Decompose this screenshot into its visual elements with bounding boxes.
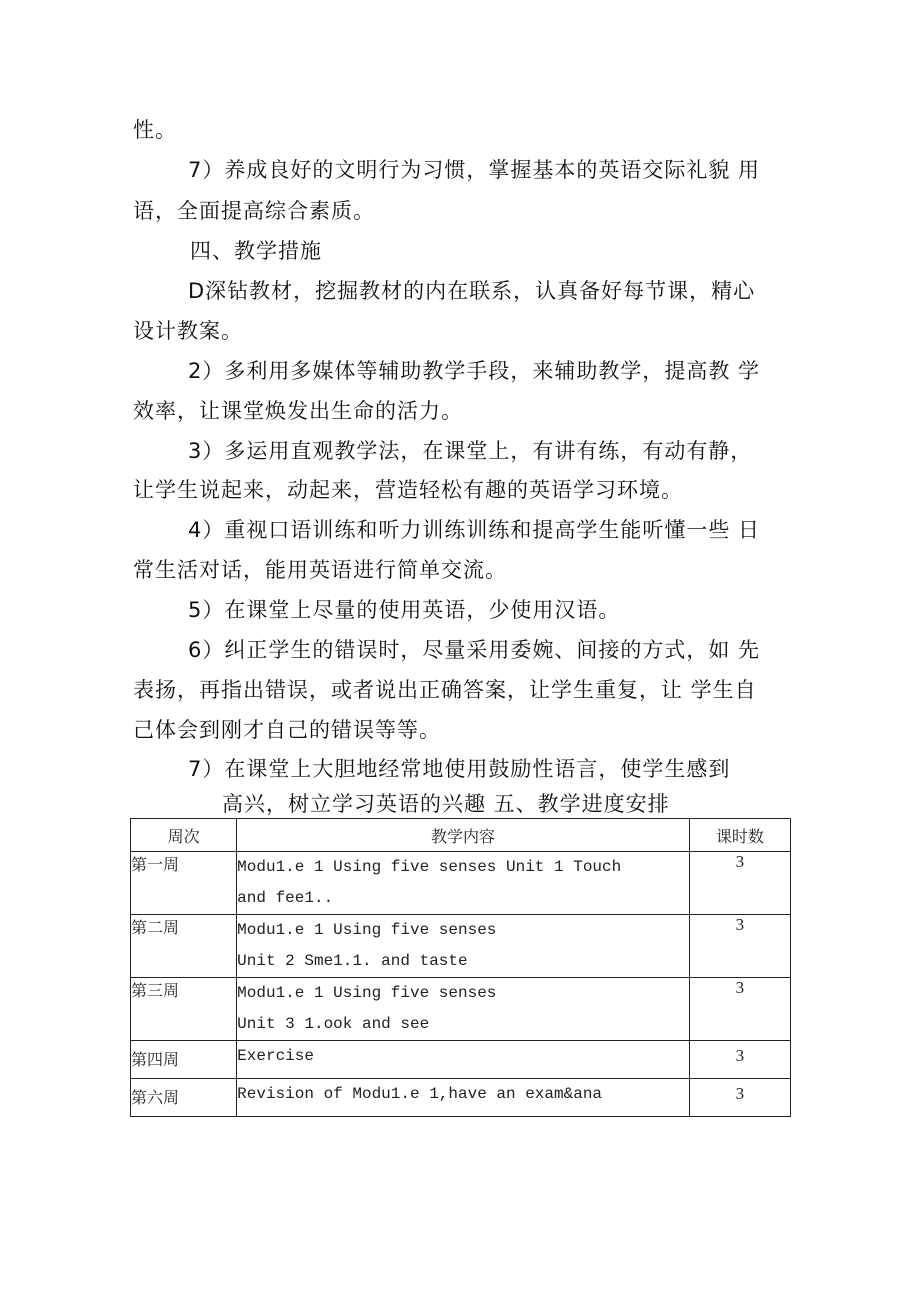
week-cell: 第三周: [131, 978, 237, 1041]
hours-cell: 3: [689, 915, 790, 978]
paragraph-line: 高兴，树立学习英语的兴趣 五、教学进度安排: [222, 792, 670, 816]
content-line: Exercise: [237, 1047, 314, 1065]
content-line: Unit 3 1.ook and see: [237, 1015, 430, 1033]
hours-cell: 3: [689, 978, 790, 1041]
week-cell: 第六周: [131, 1079, 237, 1117]
paragraph-line: 效率，让课堂焕发出生命的活力。: [133, 399, 463, 423]
content-cell: [237, 978, 690, 1041]
table-row: [131, 915, 791, 978]
week-cell: 第四周: [131, 1041, 237, 1079]
table-row: [131, 978, 791, 1041]
content-line: Unit 2 Sme1.1. and taste: [237, 952, 468, 970]
schedule-table: [130, 818, 791, 1117]
content-line: Modu1.e 1 Using five senses: [237, 984, 497, 1002]
content-line: and fee1..: [237, 889, 334, 907]
header-content: 教学内容: [237, 819, 690, 852]
paragraph-line: 常生活对话，能用英语进行简单交流。: [133, 558, 507, 582]
content-cell: [237, 915, 690, 978]
paragraph-line: D深钻教材，挖掘教材的内在联系，认真备好每节课，精心: [188, 279, 756, 303]
table-row: [131, 852, 791, 915]
week-cell: 第一周: [131, 852, 237, 915]
paragraph-line: 5）在课堂上尽量的使用英语，少使用汉语。: [188, 598, 621, 622]
paragraph-line: 让学生说起来，动起来，营造轻松有趣的英语学习环境。: [133, 478, 683, 502]
paragraph-line: 7）养成良好的文明行为习惯，掌握基本的英语交际礼貌 用: [188, 158, 761, 182]
table-row: [131, 1041, 791, 1079]
paragraph-line: 己体会到刚才自己的错误等等。: [133, 718, 441, 742]
paragraph-line: 表扬，再指出错误，或者说出正确答案，让学生重复，让 学生自: [133, 678, 757, 702]
paragraph-line: 语，全面提高综合素质。: [133, 199, 375, 223]
content-cell: [237, 1041, 690, 1079]
hours-cell: 3: [689, 852, 790, 915]
paragraph-line: 7）在课堂上大胆地经常地使用鼓励性语言，使学生感到: [188, 757, 731, 781]
content-line: Modu1.e 1 Using five senses: [237, 921, 497, 939]
hours-cell: 3: [689, 1079, 790, 1117]
header-week: 周次: [131, 819, 237, 852]
header-hours: 课时数: [689, 819, 790, 852]
table-header-row: [131, 819, 791, 852]
paragraph-line: 3）多运用直观教学法，在课堂上，有讲有练，有动有静，: [188, 439, 753, 463]
week-cell: 第二周: [131, 915, 237, 978]
hours-cell: 3: [689, 1041, 790, 1079]
paragraph-line: 设计教案。: [133, 319, 243, 343]
content-cell: [237, 1079, 690, 1117]
table-row: [131, 1079, 791, 1117]
content-line: Modu1.e 1 Using five senses Unit 1 Touch: [237, 858, 622, 876]
content-cell: [237, 852, 690, 915]
paragraph-line: 4）重视口语训练和听力训练训练和提高学生能听懂一些 日: [188, 518, 761, 542]
content-line: Revision of Modu1.e 1,have an exam&ana: [237, 1085, 603, 1103]
paragraph-line: 性。: [133, 118, 177, 142]
paragraph-line: 2）多利用多媒体等辅助教学手段，来辅助教学，提高教 学: [188, 359, 761, 383]
section-heading: 四、教学措施: [190, 239, 322, 263]
paragraph-line: 6）纠正学生的错误时，尽量采用委婉、间接的方式，如 先: [188, 638, 761, 662]
